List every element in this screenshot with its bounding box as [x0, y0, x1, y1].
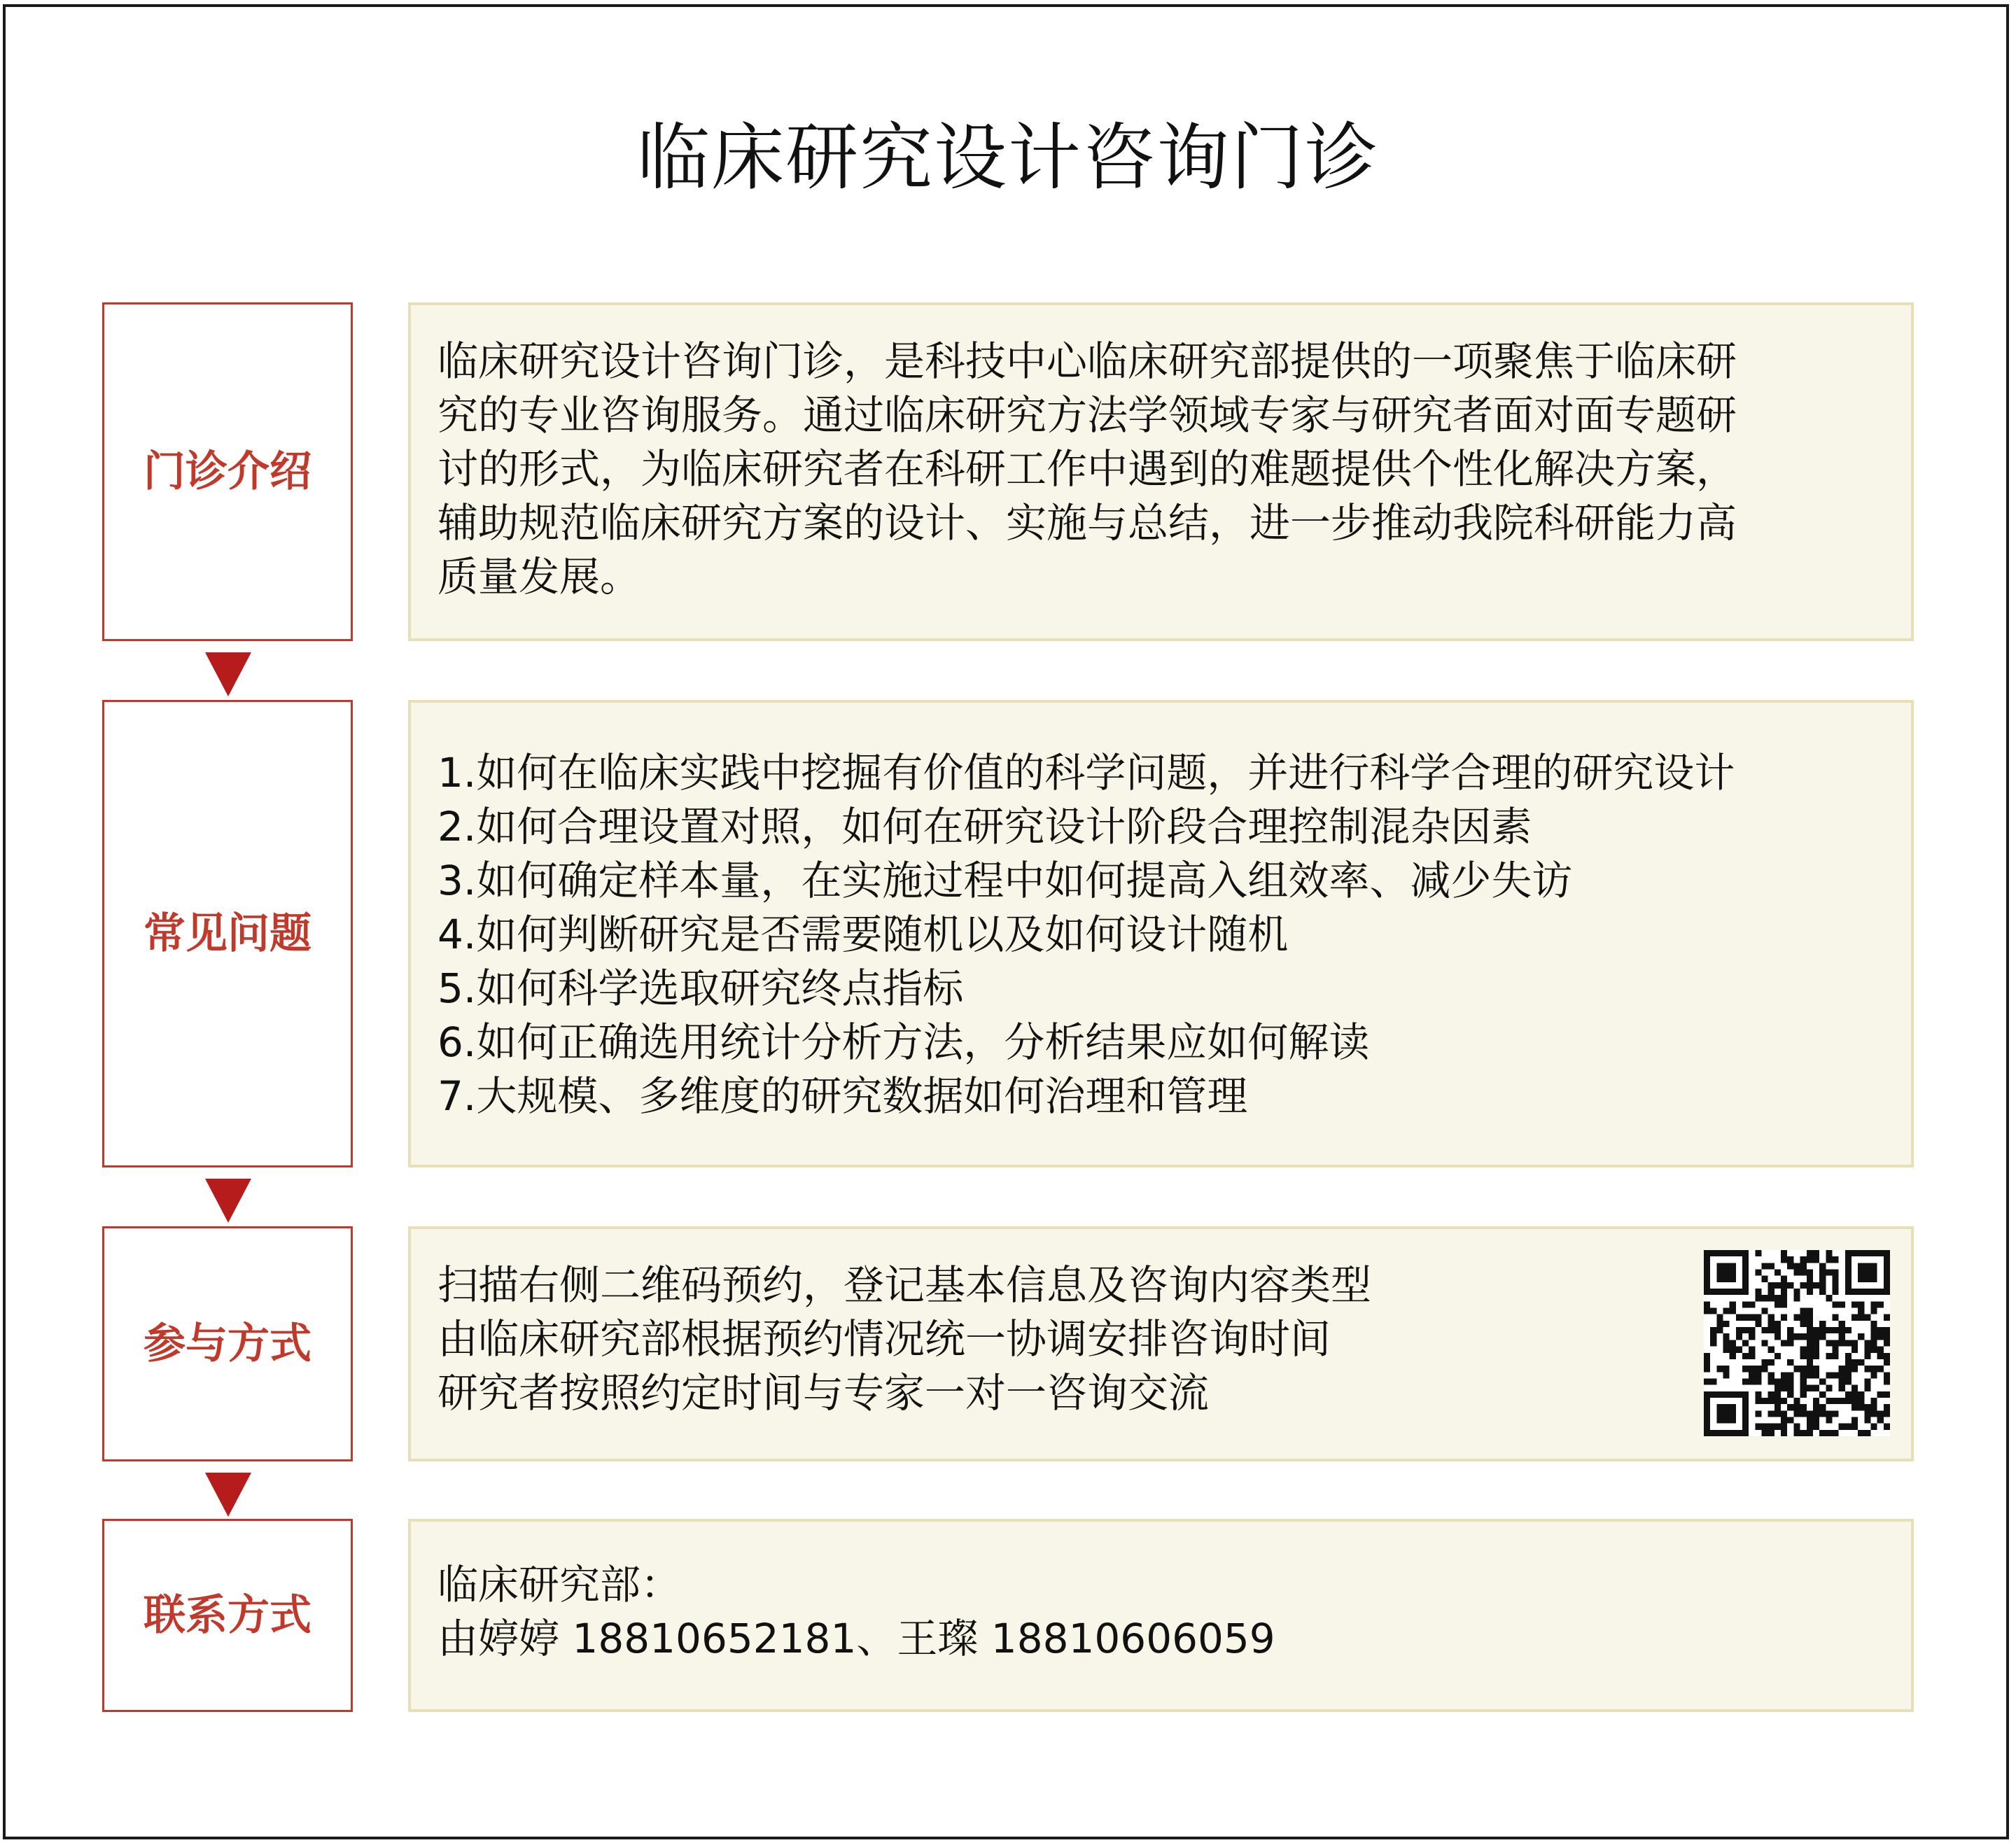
text-line: 讨的形式，为临床研究者在科研工作中遇到的难题提供个性化解决方案， [438, 445, 1737, 493]
text-line: 临床研究设计咨询门诊，是科技中心临床研究部提供的一项聚焦于临床研 [438, 337, 1737, 385]
section-text [438, 1558, 1890, 1666]
section-text [438, 746, 1890, 1123]
section-label-text: 常见问题 [144, 909, 312, 958]
qr-code-graphic [1704, 1250, 1890, 1436]
section-content-contact [408, 1519, 1914, 1712]
section-text [438, 335, 1890, 604]
list-item: 6.如何正确选用统计分析方法，分析结果应如何解读 [438, 1018, 1370, 1066]
list-item: 3.如何确定样本量，在实施过程中如何提高入组效率、减少失访 [438, 857, 1573, 904]
section-text [438, 1258, 1659, 1420]
contact-line: 由婷婷 18810652181、王璨 18810606059 [438, 1615, 1275, 1662]
section-label-text: 联系方式 [144, 1591, 312, 1640]
text-line: 由临床研究部根据预约情况统一协调安排咨询时间 [438, 1315, 1331, 1363]
text-line: 辅助规范临床研究方案的设计、实施与总结，进一步推动我院科研能力高 [438, 499, 1737, 547]
section-label-participation [102, 1226, 353, 1461]
text-line: 扫描右侧二维码预约，登记基本信息及咨询内容类型 [438, 1261, 1372, 1309]
list-item: 5.如何科学选取研究终点指标 [438, 964, 964, 1012]
section-label-contact [102, 1519, 353, 1712]
text-line: 研究者按照约定时间与专家一对一咨询交流 [438, 1369, 1210, 1417]
down-arrow-icon [205, 1179, 251, 1223]
list-item: 7.大规模、多维度的研究数据如何治理和管理 [438, 1072, 1248, 1120]
text-line: 质量发展。 [438, 553, 641, 601]
section-label-text: 参与方式 [144, 1319, 312, 1368]
list-item: 4.如何判断研究是否需要随机以及如何设计随机 [438, 911, 1289, 958]
down-arrow-icon [205, 652, 251, 696]
text-line: 临床研究部： [438, 1561, 682, 1608]
section-content-intro [408, 302, 1914, 641]
section-content-participation [408, 1226, 1914, 1461]
text-line: 究的专业咨询服务。通过临床研究方法学领域专家与研究者面对面专题研 [438, 391, 1737, 439]
page-title: 临床研究设计咨询门诊 [636, 115, 1379, 200]
section-label-intro [102, 302, 353, 641]
qr-code-icon[interactable] [1704, 1250, 1890, 1436]
section-label-faq [102, 700, 353, 1167]
list-item: 2.如何合理设置对照，如何在研究设计阶段合理控制混杂因素 [438, 803, 1532, 850]
down-arrow-icon [205, 1473, 251, 1517]
section-content-faq [408, 700, 1914, 1167]
section-label-text: 门诊介绍 [144, 447, 312, 496]
list-item: 1.如何在临床实践中挖掘有价值的科学问题，并进行科学合理的研究设计 [438, 749, 1735, 797]
